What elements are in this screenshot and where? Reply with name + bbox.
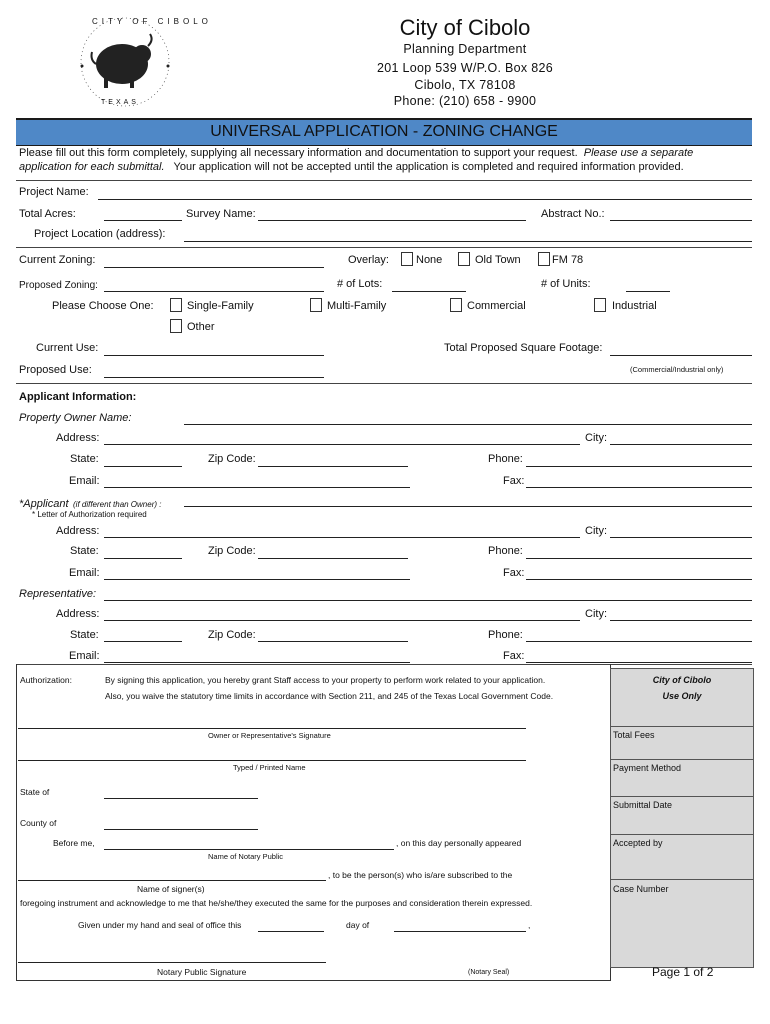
project-location-field[interactable] bbox=[184, 241, 752, 242]
owner-phone-field[interactable] bbox=[526, 466, 752, 467]
applicant-address-field[interactable] bbox=[104, 537, 580, 538]
on-this-day-label: , on this day personally appeared bbox=[396, 838, 522, 848]
proposed-use-field[interactable] bbox=[104, 377, 324, 378]
rep-city-label: City: bbox=[585, 608, 607, 620]
owner-signature-field[interactable] bbox=[18, 728, 526, 729]
given-month-field[interactable] bbox=[394, 931, 526, 932]
rep-email-label: Email: bbox=[69, 650, 100, 662]
if-different-label: (if different than Owner) : bbox=[73, 500, 162, 509]
before-me-label: Before me, bbox=[53, 838, 95, 848]
typed-name-caption: Typed / Printed Name bbox=[233, 763, 306, 772]
notary-name-caption: Name of Notary Public bbox=[208, 852, 284, 861]
owner-fax-field[interactable] bbox=[526, 487, 752, 488]
owner-state-field[interactable] bbox=[104, 466, 182, 467]
applicant-label: *Applicant bbox=[19, 498, 69, 510]
applicant-state-label: State: bbox=[70, 545, 99, 557]
current-zoning-label: Current Zoning: bbox=[19, 254, 96, 266]
industrial-label: Industrial bbox=[612, 300, 657, 312]
rep-address-label: Address: bbox=[56, 608, 100, 620]
applicant-zip-label: Zip Code: bbox=[208, 545, 256, 557]
overlay-none-label: None bbox=[416, 254, 443, 266]
representative-name-field[interactable] bbox=[104, 600, 752, 601]
divider bbox=[16, 383, 752, 384]
applicant-email-label: Email: bbox=[69, 567, 100, 579]
proposed-zoning-label: Proposed Zoning: bbox=[19, 280, 98, 291]
divider bbox=[611, 759, 753, 760]
total-sqft-label: Total Proposed Square Footage: bbox=[444, 342, 603, 354]
current-use-label: Current Use: bbox=[36, 342, 99, 354]
rep-phone-field[interactable] bbox=[526, 641, 752, 642]
seal-text-top: CITY OF CIBOLO bbox=[92, 17, 212, 26]
city-seal-logo bbox=[70, 14, 180, 110]
divider bbox=[16, 247, 752, 248]
office-use-heading-1: City of Cibolo bbox=[652, 675, 712, 685]
applicant-city-field[interactable] bbox=[610, 537, 752, 538]
instructions-part-3: application for each submittal. bbox=[19, 161, 165, 173]
applicant-phone-label: Phone: bbox=[488, 545, 523, 557]
divider bbox=[611, 796, 753, 797]
divider bbox=[611, 726, 753, 727]
choose-one-label: Please Choose One: bbox=[52, 300, 154, 312]
owner-email-label: Email: bbox=[69, 475, 100, 487]
overlay-fm78-label: FM 78 bbox=[552, 254, 584, 266]
divider bbox=[611, 834, 753, 835]
instructions-part-1: Please fill out this form completely, supplying all necessary information and documentation to support your request. bbox=[19, 147, 578, 159]
given-under-label: Given under my hand and seal of office this bbox=[78, 920, 242, 930]
payment-method-label: Payment Method bbox=[613, 763, 682, 773]
multi-family-label: Multi-Family bbox=[327, 300, 387, 312]
authorization-text-1: By signing this application, you hereby grant Staff access to your property to perform work related to your application. bbox=[105, 675, 546, 685]
rep-state-label: State: bbox=[70, 629, 99, 641]
owner-city-field[interactable] bbox=[610, 444, 752, 445]
total-fees-label: Total Fees bbox=[613, 730, 655, 740]
notary-seal-caption: (Notary Seal) bbox=[468, 969, 510, 976]
survey-name-field[interactable] bbox=[258, 220, 526, 221]
applicant-address-label: Address: bbox=[56, 525, 100, 537]
num-units-label: # of Units: bbox=[541, 278, 591, 290]
owner-phone-label: Phone: bbox=[488, 453, 523, 465]
authorization-text-2: Also, you waive the statutory time limits in accordance with Section 211, and 245 of the Texas Local Government Code. bbox=[105, 691, 554, 701]
accepted-by-label: Accepted by bbox=[613, 838, 663, 848]
applicant-fax-field[interactable] bbox=[526, 579, 752, 580]
overlay-label: Overlay: bbox=[348, 254, 389, 266]
address-line-1: 201 Loop 539 W/P.O. Box 826 bbox=[376, 61, 554, 75]
rep-fax-field[interactable] bbox=[526, 662, 752, 663]
overlay-old-town-checkbox[interactable] bbox=[458, 252, 470, 266]
num-units-field[interactable] bbox=[626, 291, 670, 292]
signer-name-field[interactable] bbox=[18, 880, 326, 881]
applicant-heading: Applicant Information: bbox=[19, 391, 137, 403]
county-of-label: County of bbox=[20, 818, 57, 828]
survey-name-label: Survey Name: bbox=[186, 208, 256, 220]
rep-city-field[interactable] bbox=[610, 620, 752, 621]
letter-auth-note: * Letter of Authorization required bbox=[32, 510, 147, 519]
rep-email-field[interactable] bbox=[104, 662, 410, 663]
owner-zip-label: Zip Code: bbox=[208, 453, 256, 465]
commercial-checkbox[interactable] bbox=[450, 298, 462, 312]
typed-name-field[interactable] bbox=[18, 760, 526, 761]
rep-phone-label: Phone: bbox=[488, 629, 523, 641]
applicant-city-label: City: bbox=[585, 525, 607, 537]
foregoing-text: foregoing instrument and acknowledge to me that he/she/they executed the same for the purposes and consideration therein expressed. bbox=[20, 898, 533, 908]
state-of-field[interactable] bbox=[104, 798, 258, 799]
given-day-field[interactable] bbox=[258, 931, 324, 932]
project-location-label: Project Location (address): bbox=[34, 228, 166, 240]
total-acres-label: Total Acres: bbox=[19, 208, 76, 220]
commercial-label: Commercial bbox=[467, 300, 526, 312]
comma-label: , bbox=[528, 920, 531, 930]
page-number: Page 1 of 2 bbox=[652, 965, 714, 979]
day-of-label: day of bbox=[346, 920, 370, 930]
owner-name-field[interactable] bbox=[184, 424, 752, 425]
representative-label: Representative: bbox=[19, 588, 97, 600]
abstract-no-field[interactable] bbox=[610, 220, 752, 221]
signer-name-caption: Name of signer(s) bbox=[137, 884, 205, 894]
notary-signature-caption: Notary Public Signature bbox=[157, 967, 247, 977]
total-sqft-field[interactable] bbox=[610, 355, 752, 356]
project-name-field[interactable] bbox=[98, 199, 752, 200]
applicant-email-field[interactable] bbox=[104, 579, 410, 580]
industrial-checkbox[interactable] bbox=[594, 298, 606, 312]
applicant-zip-field[interactable] bbox=[258, 558, 408, 559]
address-line-2: Cibolo, TX 78108 bbox=[414, 78, 516, 92]
owner-fax-label: Fax: bbox=[503, 475, 525, 487]
notary-name-field[interactable] bbox=[104, 849, 394, 850]
owner-city-label: City: bbox=[585, 432, 607, 444]
divider bbox=[611, 879, 753, 880]
multi-family-checkbox[interactable] bbox=[310, 298, 322, 312]
county-of-field[interactable] bbox=[104, 829, 258, 830]
abstract-no-label: Abstract No.: bbox=[541, 208, 605, 220]
case-number-label: Case Number bbox=[613, 884, 669, 894]
other-checkbox[interactable] bbox=[170, 319, 182, 333]
rep-zip-field[interactable] bbox=[258, 641, 408, 642]
seal-text-bottom: TEXAS bbox=[101, 99, 139, 106]
project-name-label: Project Name: bbox=[19, 186, 89, 198]
form-title: UNIVERSAL APPLICATION - ZONING CHANGE bbox=[210, 123, 558, 140]
instructions-line-2 bbox=[19, 161, 684, 173]
phone-line: Phone: (210) 658 - 9900 bbox=[393, 94, 537, 108]
proposed-use-label: Proposed Use: bbox=[19, 364, 92, 376]
overlay-none-checkbox[interactable] bbox=[401, 252, 413, 266]
single-family-checkbox[interactable] bbox=[170, 298, 182, 312]
owner-state-label: State: bbox=[70, 453, 99, 465]
applicant-fax-label: Fax: bbox=[503, 567, 525, 579]
total-acres-field[interactable] bbox=[104, 220, 182, 221]
rep-fax-label: Fax: bbox=[503, 650, 525, 662]
proposed-zoning-field[interactable] bbox=[104, 291, 324, 292]
overlay-old-town-label: Old Town bbox=[475, 254, 521, 266]
owner-email-field[interactable] bbox=[104, 487, 410, 488]
rep-state-field[interactable] bbox=[104, 641, 182, 642]
form-title-banner bbox=[16, 118, 752, 146]
to-be-person-label: , to be the person(s) who is/are subscribed to the bbox=[328, 870, 513, 880]
office-use-heading-2: Use Only bbox=[662, 691, 702, 701]
instructions-line-1 bbox=[19, 147, 693, 159]
current-zoning-field[interactable] bbox=[104, 267, 324, 268]
owner-signature-caption: Owner or Representative's Signature bbox=[208, 731, 331, 740]
authorization-label: Authorization: bbox=[20, 675, 72, 685]
other-label: Other bbox=[187, 321, 215, 333]
department: Planning Department bbox=[403, 42, 527, 56]
num-lots-field[interactable] bbox=[392, 291, 466, 292]
divider bbox=[16, 180, 752, 181]
overlay-fm78-checkbox[interactable] bbox=[538, 252, 550, 266]
instructions-part-4: Your application will not be accepted until the application is completed and required information provided. bbox=[173, 161, 684, 173]
rep-address-field[interactable] bbox=[104, 620, 580, 621]
office-use-panel bbox=[610, 668, 754, 968]
current-use-field[interactable] bbox=[104, 355, 324, 356]
owner-address-label: Address: bbox=[56, 432, 100, 444]
num-lots-label: # of Lots: bbox=[337, 278, 383, 290]
applicant-phone-field[interactable] bbox=[526, 558, 752, 559]
state-of-label: State of bbox=[20, 787, 50, 797]
owner-name-label: Property Owner Name: bbox=[19, 412, 132, 424]
applicant-state-field[interactable] bbox=[104, 558, 182, 559]
notary-signature-field[interactable] bbox=[18, 962, 326, 963]
single-family-label: Single-Family bbox=[187, 300, 254, 312]
notary-section bbox=[16, 664, 611, 981]
owner-address-field[interactable] bbox=[104, 444, 580, 445]
applicant-name-field[interactable] bbox=[184, 506, 752, 507]
owner-zip-field[interactable] bbox=[258, 466, 408, 467]
comm-ind-only-note: (Commercial/Industrial only) bbox=[630, 365, 724, 374]
page-title: City of Cibolo bbox=[399, 15, 531, 40]
rep-zip-label: Zip Code: bbox=[208, 629, 256, 641]
instructions-part-2: Please use a separate bbox=[583, 147, 694, 159]
submittal-date-label: Submittal Date bbox=[613, 800, 673, 810]
